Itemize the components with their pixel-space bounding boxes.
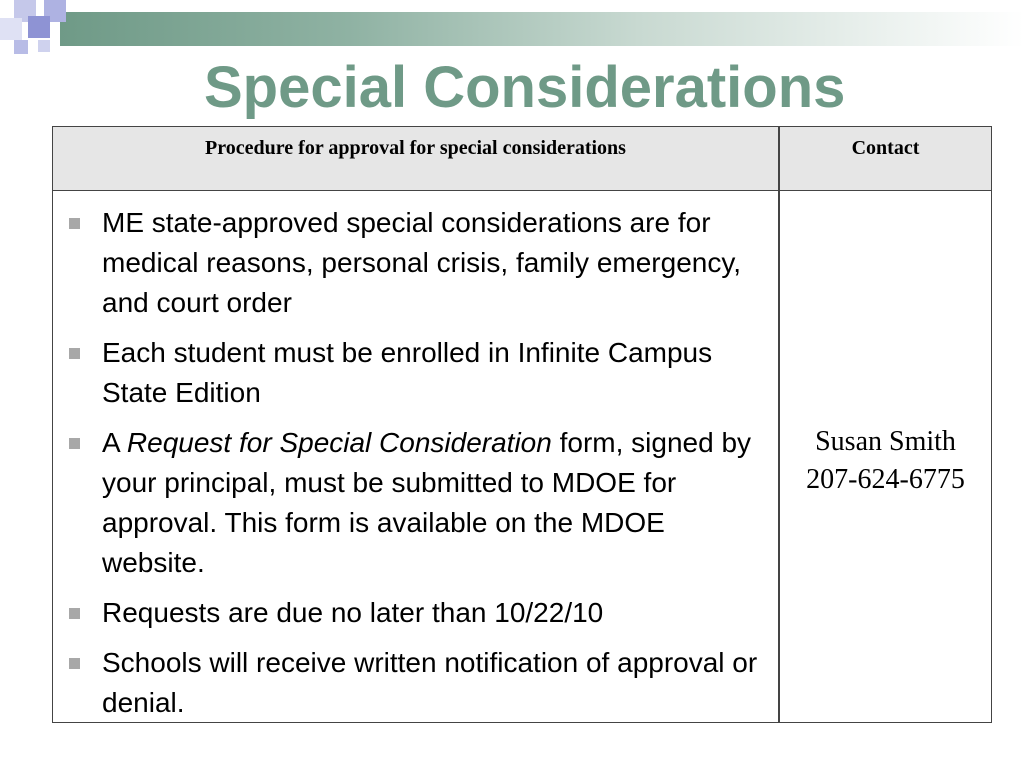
contact-column-header: Contact — [851, 137, 920, 159]
list-item-suffix: form, signed by your principal, must be submitted to MDOE for approval. This form is available on the MDOE website. — [102, 427, 752, 578]
list-item-text: Each student must be enrolled in Infinite Campus State Edition — [102, 337, 713, 408]
procedure-table — [52, 126, 992, 723]
decorative-square — [14, 40, 28, 54]
list-item — [53, 593, 773, 633]
list-item-text: Schools will receive written notification of approval or denial. — [102, 647, 758, 718]
square-bullet-icon — [69, 218, 80, 229]
form-name: Request for Special Consideration — [126, 427, 552, 458]
table-header-row — [53, 127, 991, 191]
contact-name: Susan Smith — [815, 426, 956, 457]
contact-phone: 207-624-6775 — [806, 464, 965, 495]
header-band — [60, 12, 1024, 46]
list-item-prefix: A — [102, 427, 127, 458]
square-bullet-icon — [69, 348, 80, 359]
list-item — [53, 643, 773, 723]
list-item-text: ME state-approved special considerations are for medical reasons, personal crisis, family emergency, and court order — [102, 207, 742, 318]
list-item — [53, 333, 773, 413]
list-item — [53, 203, 773, 323]
decorative-square — [38, 40, 50, 52]
decorative-square — [28, 16, 50, 38]
decorative-square — [0, 18, 22, 40]
list-item-text: Requests are due no later than 10/22/10 — [102, 597, 604, 628]
square-bullet-icon — [69, 438, 80, 449]
square-bullet-icon — [69, 658, 80, 669]
procedure-column-header: Procedure for approval for special considerations — [205, 137, 626, 159]
slide-title: Special Considerations — [204, 55, 846, 120]
list-item — [53, 423, 773, 583]
procedure-list — [53, 203, 773, 733]
square-bullet-icon — [69, 608, 80, 619]
contact-cell — [780, 423, 991, 499]
